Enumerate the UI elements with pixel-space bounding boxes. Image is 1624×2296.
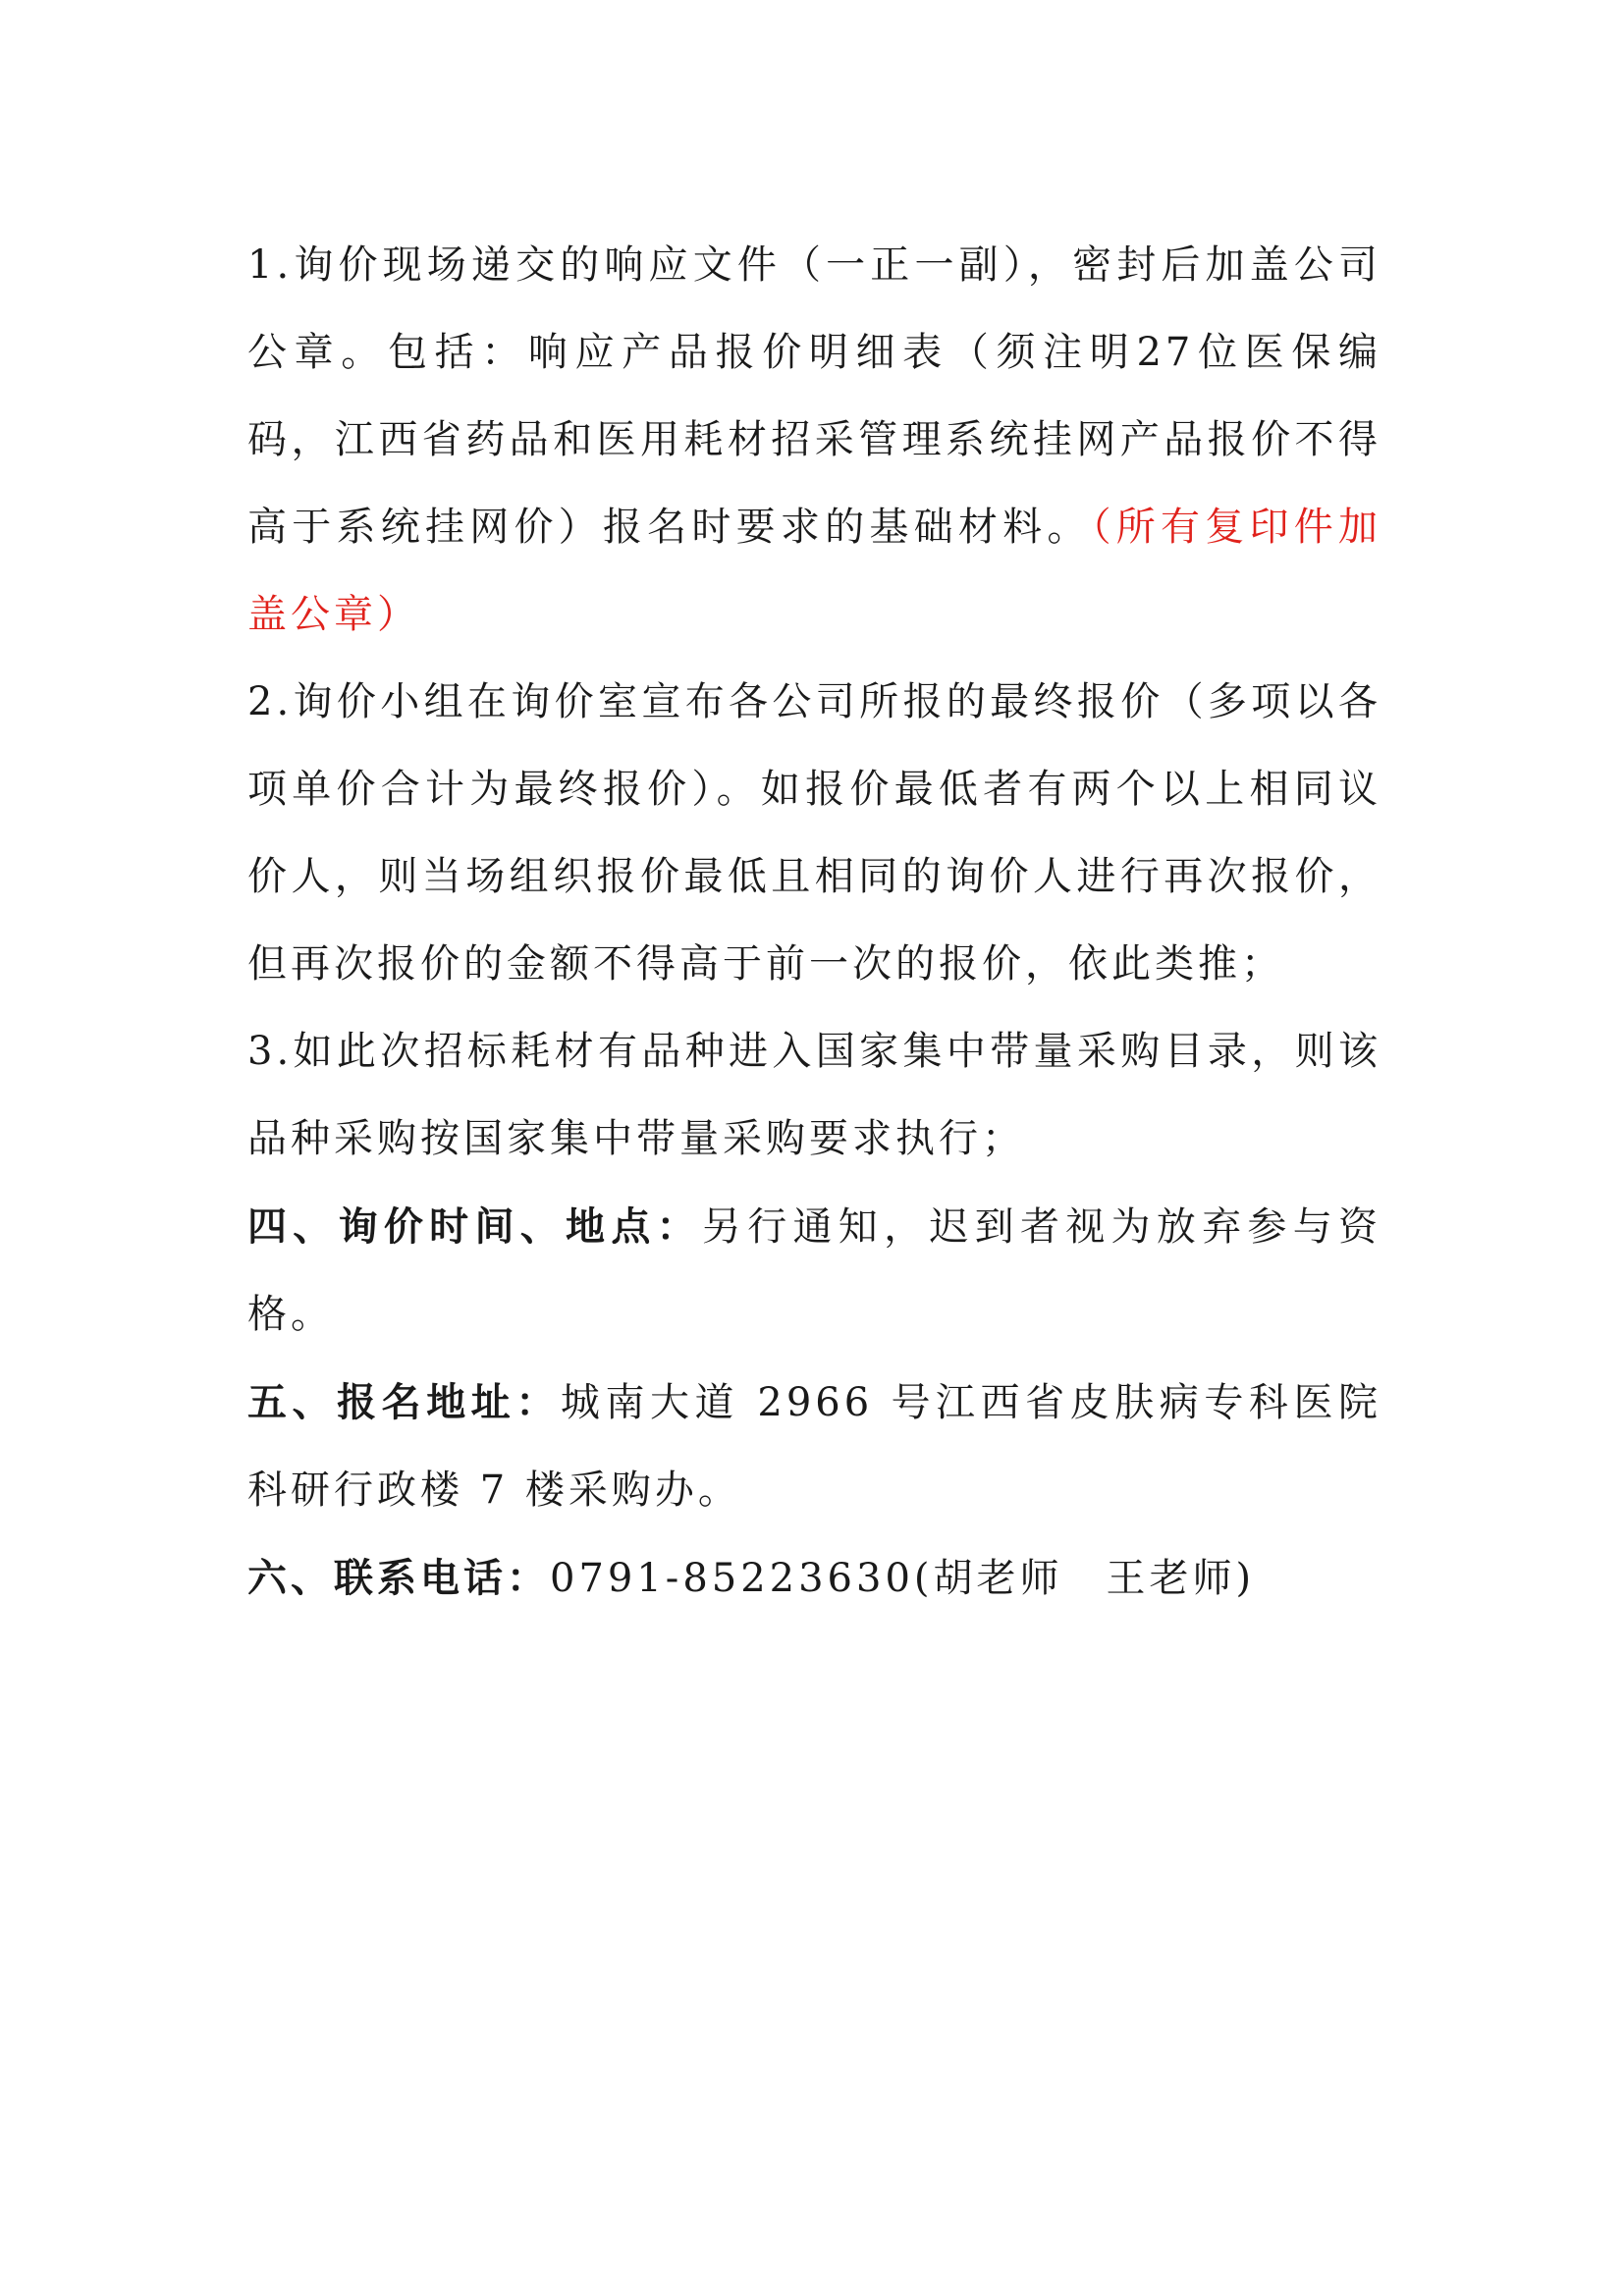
document-page [247, 222, 1381, 1623]
item-1 [247, 222, 1381, 659]
item-3-text: 3.如此次招标耗材有品种进入国家集中带量采购目录，则该品种采购按国家集中带量采购要求执行； [247, 1029, 1381, 1161]
section-registration-address [247, 1359, 1381, 1534]
item-1-text: 1.询价现场递交的响应文件（一正一副），密封后加盖公司公章。包括：响应产品报价明细表（须注明27位医保编码，江西省药品和医用耗材招采管理系统挂网产品报价不得高于系统挂网价）报名时要求的基础材料。 [247, 242, 1381, 550]
item-2 [247, 659, 1381, 1008]
item-3 [247, 1008, 1381, 1183]
section-contact-phone-text: 0791-85223630(胡老师 王老师) [550, 1556, 1256, 1601]
section-time-location-text: 另行通知，迟到者视为放弃参与资格。 [247, 1204, 1382, 1337]
item-2-text: 2.询价小组在询价室宣布各公司所报的最终报价（多项以各项单价合计为最终报价）。如报价最低者有两个以上相同议价人，则当场组织报价最低且相同的询价人进行再次报价，但再次报价的金额不得高于前一次的报价，依此类推； [247, 679, 1381, 987]
section-time-location [247, 1183, 1381, 1359]
section-contact-phone-heading: 六、联系电话： [247, 1555, 550, 1601]
item-1-note: （所有复印件加盖公章） [247, 505, 1382, 637]
section-contact-phone [247, 1534, 1381, 1623]
section-time-location-heading: 四、询价时间、地点： [247, 1203, 702, 1250]
section-registration-address-text: 城南大道 2966 号江西省皮肤病专科医院科研行政楼 7 楼采购办。 [247, 1380, 1381, 1513]
section-registration-address-heading: 五、报名地址： [247, 1379, 561, 1425]
